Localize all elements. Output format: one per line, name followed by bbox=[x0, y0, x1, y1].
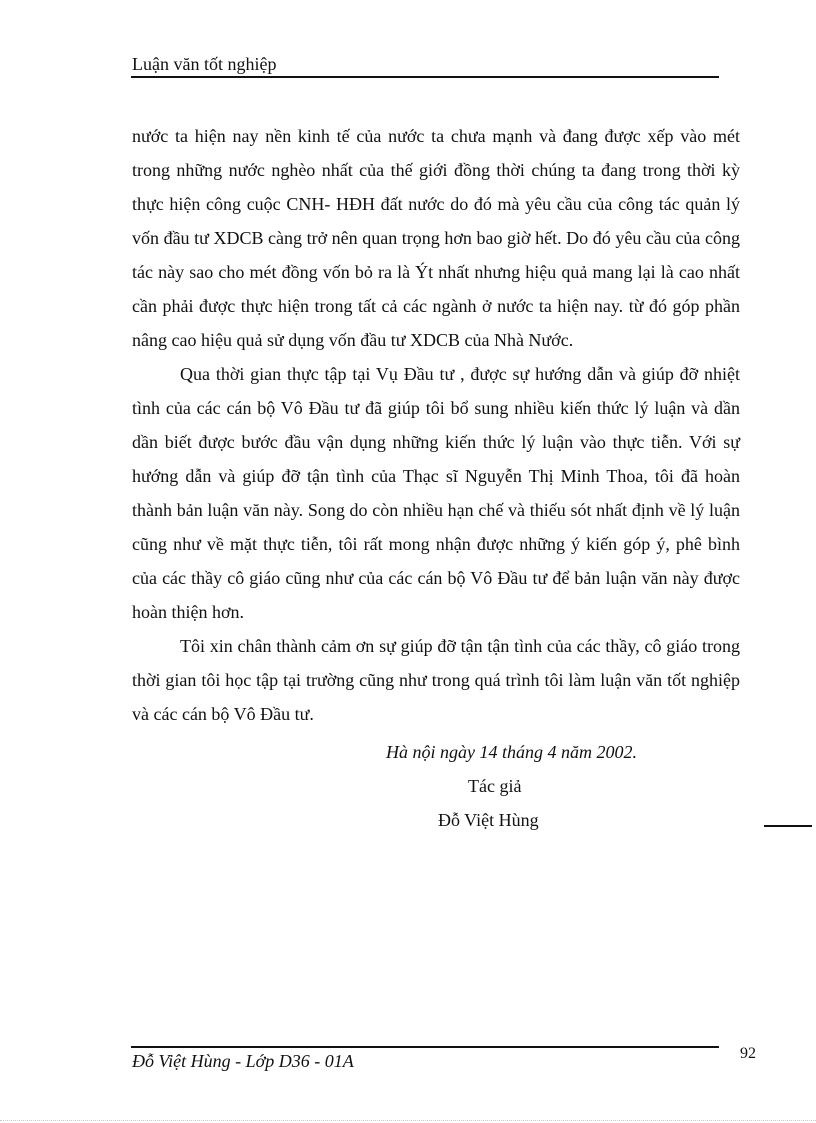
signature-author-name: Đỗ Việt Hùng bbox=[438, 810, 539, 830]
paragraph-continuation: nước ta hiện nay nền kinh tế của nước ta chưa mạnh và đang được xếp vào mét trong những nước nghèo nhất của thế giới đồng thời chúng ta đang trong thời kỳ thực hiện công cuộc CNH- HĐH đất nước do đó mà yêu cầu của công tác quản lý vốn đầu tư XDCB càng trở nên quan trọng hơn bao giờ hết. Do đó yêu cầu của công tác này sao cho mét đồng vốn bỏ ra là Ýt nhất nhưng hiệu quả mang lại là cao nhất cần phải được thực hiện trong tất cả các ngành ở nước ta hiện nay. từ đó góp phần nâng cao hiệu quả sử dụng vốn đầu tư XDCB của Nhà Nước. bbox=[132, 126, 740, 350]
page-bottom-dotted-edge bbox=[0, 1120, 816, 1121]
signature-role: Tác giả bbox=[468, 776, 522, 796]
running-header-title: Luận văn tốt nghiệp bbox=[132, 54, 277, 74]
paragraph-acknowledgement: Qua thời gian thực tập tại Vụ Đầu tư , được sự hướng dẫn và giúp đỡ nhiệt tình của các cán bộ Vô Đầu tư đã giúp tôi bổ sung nhiều kiến thức lý luận và dần dần biết được bước đầu vận dụng những kiến thức lý luận vào thực tiễn. Với sự hướng dẫn và giúp đỡ tận tình của Thạc sĩ Nguyễn Thị Minh Thoa, tôi đã hoàn thành bản luận văn này. Song do còn nhiều hạn chế và thiếu sót nhất định về lý luận cũng như về mặt thực tiễn, tôi rất mong nhận được những ý kiến góp ý, phê bình của các thầy cô giáo cũng như của các cán bộ Vô Đầu tư để bản luận văn này được hoàn thiện hơn. bbox=[132, 364, 740, 622]
footer-rule bbox=[131, 1046, 719, 1048]
margin-dash-mark bbox=[764, 825, 812, 827]
signature-place-date: Hà nội ngày 14 tháng 4 năm 2002. bbox=[386, 742, 637, 762]
paragraph-thanks: Tôi xin chân thành cảm ơn sự giúp đỡ tận tận tình của các thầy, cô giáo trong thời gian tôi học tập tại trường cũng như trong quá trình tôi làm luận văn tốt nghiệp và các cán bộ Vô Đầu tư. bbox=[132, 636, 740, 724]
running-footer-author: Đỗ Việt Hùng - Lớp D36 - 01A bbox=[132, 1051, 354, 1071]
body-text bbox=[132, 119, 740, 731]
page-number: 92 bbox=[740, 1045, 756, 1062]
header-rule bbox=[131, 76, 719, 78]
